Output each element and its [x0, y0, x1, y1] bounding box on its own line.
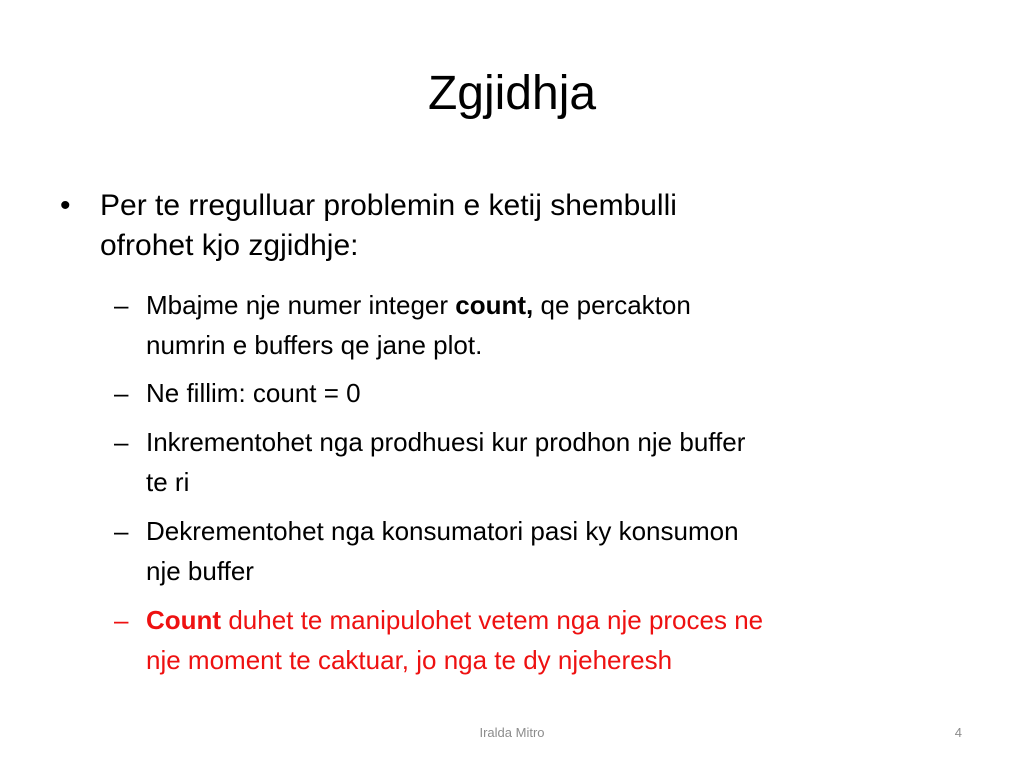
sub-bullet-1-bold-term: count, [455, 290, 534, 320]
sub-bullet-2-line-1: Ne fillim: count = 0 [146, 378, 361, 408]
bullet-main [60, 186, 910, 266]
sub-bullet-increment [114, 422, 966, 502]
footer-author: Iralda Mitro [479, 725, 545, 740]
sub-bullet-5-line-2: nje moment te caktuar, jo nga te dy njeheresh [146, 645, 673, 675]
sub-bullet-1-line-2: numrin e buffers qe jane plot. [146, 330, 483, 360]
sub-bullet-5-bold-term: Count [146, 605, 222, 635]
sub-bullet-initial-value [114, 373, 966, 413]
sub-bullet-1-text-post: qe percakton [533, 290, 691, 320]
sub-bullet-4-line-2: nje buffer [146, 556, 254, 586]
sub-bullet-5-text-post: duhet te manipulohet vetem nga nje proces ne [221, 605, 764, 635]
bullet-main-line-2: ofrohet kjo zgjidhje: [100, 229, 359, 262]
sub-bullet-1-text-pre: Mbajme nje numer integer [146, 290, 456, 320]
sub-bullet-5-line-1 [146, 600, 966, 640]
footer-page-number: 4 [954, 725, 962, 740]
dash-icon: – [114, 427, 129, 457]
sub-bullet-decrement [114, 511, 966, 591]
sub-bullet-3-line-2: te ri [146, 467, 190, 497]
sub-bullet-3-line-1: Inkrementohet nga prodhuesi kur prodhon nje buffer [146, 427, 746, 457]
sub-bullet-1-line-1 [146, 285, 966, 325]
dash-icon: – [114, 605, 129, 635]
dash-icon: – [114, 516, 129, 546]
bullet-main-line-1: Per te rregulluar problemin e ketij shembulli [100, 189, 677, 222]
slide-title: Zgjidhja [427, 67, 597, 120]
sub-bullet-count-definition [114, 285, 966, 365]
bullet-dot-icon: • [60, 189, 71, 222]
sub-bullet-mutual-exclusion [114, 600, 966, 680]
sub-bullet-4-line-1: Dekrementohet nga konsumatori pasi ky konsumon [146, 516, 739, 546]
dash-icon: – [114, 290, 129, 320]
dash-icon: – [114, 378, 129, 408]
